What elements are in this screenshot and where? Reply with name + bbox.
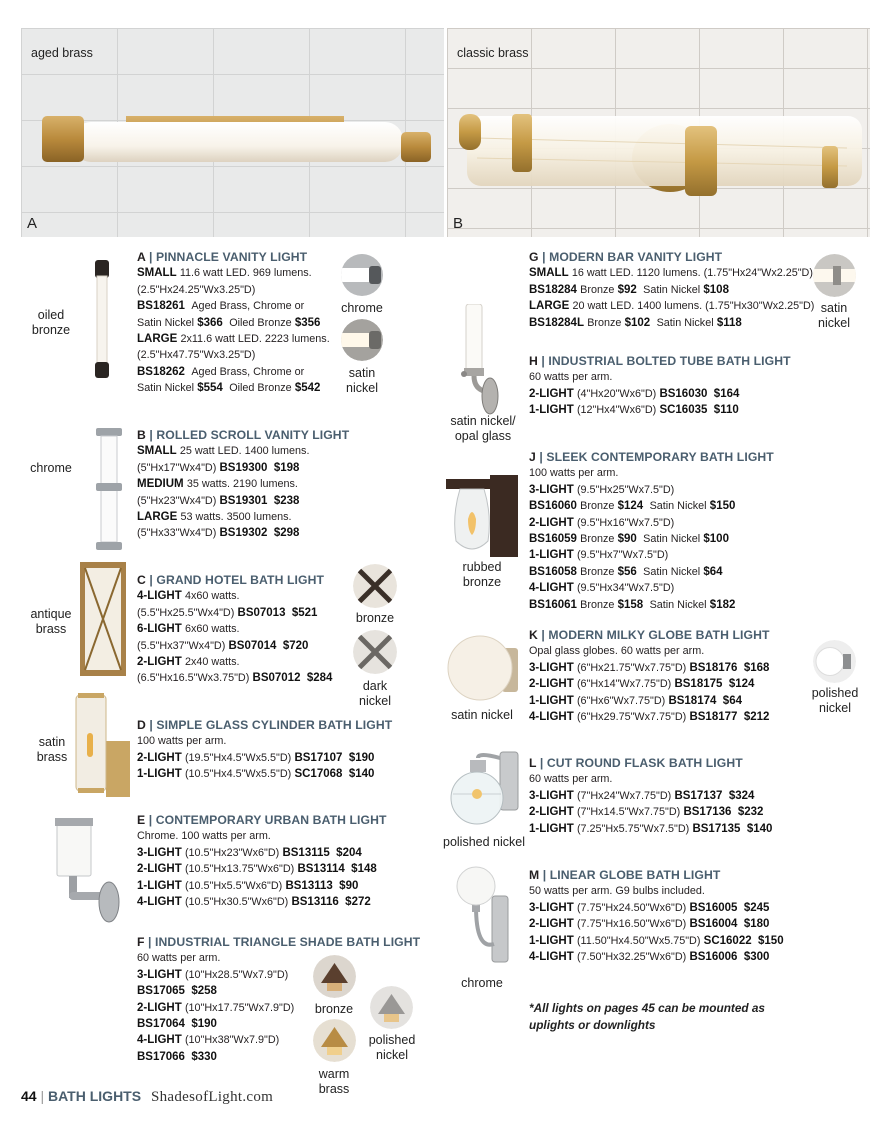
product-b-heading: B | ROLLED SCROLL VANITY LIGHT [137,428,350,442]
caption-chrome-a: chrome [341,301,383,315]
product-a-name: PINNACLE VANITY LIGHT [155,250,308,264]
caption-satin-brass: satin brass [36,735,68,764]
caption-bronze-c: bronze [355,611,395,625]
round-flask-polished-nickel-image [444,748,522,826]
hero-image-a [21,28,444,237]
hero-image-b [447,28,870,237]
bolted-tube-satin-nickel-image [456,304,500,416]
linear-globe-chrome-image [452,866,512,970]
caption-antique-brass: antique brass [30,607,72,636]
product-m-block: M | LINEAR GLOBE BATH LIGHT 50 watts per arm. G9 bulbs included. 3-LIGHT (7.75"Hx24.50"Wx6"D) BS16005 $245 2-LIGHT (7.75"Hx16.50"Wx6"D) BS16004 $180 1-LIGHT (11.50"Hx4.50"Wx5.75"D) SC16022 $150 4-LIGHT (7.50"Hx32.25"Wx6"D) BS16006 $300 [529,868,784,964]
hero-b-finish: classic brass [457,46,529,60]
contemporary-urban-chrome-image [55,818,125,924]
caption-polished-nickel-l: polished nickel [443,835,525,849]
product-k-block: K | MODERN MILKY GLOBE BATH LIGHT Opal glass globes. 60 watts per arm. 3-LIGHT (6"Hx21.75"Wx7.75"D) BS18176 $168 2-LIGHT (6"Hx14"Wx7.75"D) BS18175 $124 1-LIGHT (6"Hx6"Wx7.75"D) BS18174 $64 4-LIGHT (6"Hx29.75"Wx7.75"D) BS18177 $212 [529,628,770,724]
dark-nickel-swatch [353,630,397,674]
product-f-heading: F | INDUSTRIAL TRIANGLE SHADE BATH LIGHT [137,935,421,949]
product-c-heading: C | GRAND HOTEL BATH LIGHT [137,573,325,587]
polished-nickel-swatch-k [813,640,856,683]
bronze-swatch-c [353,564,397,608]
product-d-heading: D | SIMPLE GLASS CYLINDER BATH LIGHT [137,718,393,732]
caption-chrome-m: chrome [461,976,503,990]
sleek-contemporary-rubbed-bronze-image [446,475,520,557]
caption-dark-nickel: dark nickel [359,679,391,708]
product-e-block: E | CONTEMPORARY URBAN BATH LIGHT Chrome. 100 watts per arm. 3-LIGHT (10.5"Hx23"Wx6"D) BS13115 $204 2-LIGHT (10.5"Hx13.75"Wx6"D) BS13114 $148 1-LIGHT (10.5"Hx5.5"Wx6"D) BS13113 $90 4-LIGHT (10.5"Hx30.5"Wx6"D) BS13116 $272 [137,813,387,909]
product-h-heading: H | INDUSTRIAL BOLTED TUBE BATH LIGHT [529,354,791,368]
caption-satin-nickel-k: satin nickel [451,708,513,722]
hero-b-letter: B [453,214,464,232]
caption-oiled-bronze: oiled bronze [31,308,71,337]
product-f-block: F | INDUSTRIAL TRIANGLE SHADE BATH LIGHT 60 watts per arm. 3-LIGHT (10"Hx28.5"Wx7.9"D) BS17065 $258 2-LIGHT (10"Hx17.75"Wx7.9"D) BS17064 $190 4-LIGHT (10"Hx38"Wx7.9"D) BS17066 $330 [137,935,421,1063]
product-h-block: H | INDUSTRIAL BOLTED TUBE BATH LIGHT 60 watts per arm. 2-LIGHT (4"Hx20"Wx6"D) BS16030 $164 1-LIGHT (12"Hx4"Wx6"D) SC16035 $110 [529,354,791,417]
grand-hotel-antique-brass-image [80,562,126,676]
page-number: 44 [21,1088,37,1104]
glass-cylinder-satin-brass-image [72,693,132,801]
pinnacle-oiled-bronze-image [88,260,118,380]
product-d-block: D | SIMPLE GLASS CYLINDER BATH LIGHT 100 watts per arm. 2-LIGHT (19.5"Hx4.5"Wx5.5"D) BS17107 $190 1-LIGHT (10.5"Hx4.5"Wx5.5"D) SC17068 $140 [137,718,393,781]
satin-nickel-swatch-g [813,254,856,297]
section-title: BATH LIGHTS [48,1088,142,1104]
caption-bronze-f: bronze [314,1002,354,1016]
milky-globe-satin-nickel-image [446,634,520,704]
product-c-block: C | GRAND HOTEL BATH LIGHT 4-LIGHT 4x60 watts. (5.5"Hx25.5"Wx4"D) BS07013 $521 6-LIGHT 6x60 watts. (5.5"Hx37"Wx4"D) BS07014 $720 2-LIGHT 2x40 watts. (6.5"Hx16.5"Wx3.75"D) BS07012 $284 [137,573,333,685]
product-j-block: J | SLEEK CONTEMPORARY BATH LIGHT 100 watts per arm. 3-LIGHT (9.5"Hx25"Wx7.5"D) BS16060 Bronze $124 Satin Nickel $150 2-LIGHT (9.5"Hx16"Wx7.5"D) BS16059 Bronze $90 Satin Nickel $100 1-LIGHT (9.5"Hx7"Wx7.5"D) BS16058 Bronze $56 Satin Nickel $64 4-LIGHT (9.5"Hx34"Wx7.5"D) BS16061 Bronze $158 Satin Nickel $182 [529,450,774,611]
mounting-note: *All lights on pages 45 can be mounted as uplights or downlights [529,1001,765,1032]
satin-nickel-swatch [341,319,383,361]
product-e-heading: E | CONTEMPORARY URBAN BATH LIGHT [137,813,387,827]
caption-satin-nickel-a: satin nickel [346,366,378,395]
rolled-scroll-chrome-image [92,428,126,550]
product-g-block: G | MODERN BAR VANITY LIGHT SMALL 16 watt LED. 1120 lumens. (1.75"Hx24"Wx2.25"D) BS18284 Bronze $92 Satin Nickel $108 LARGE 20 watt LED. 1400 lumens. (1.75"Hx30"Wx2.25"D) BS18284L Bronze $102 Satin Nickel $118 [529,250,815,329]
caption-polished-nickel-k: polished nickel [811,686,859,715]
caption-satin-nickel-opal: satin nickel/ opal glass [450,414,516,443]
hero-a-finish: aged brass [31,46,93,60]
site-name[interactable]: ShadesofLight.com [150,1089,274,1105]
product-a-heading: A | PINNACLE VANITY LIGHT [137,250,308,264]
hero-a-letter: A [27,214,38,232]
product-a-block: A | PINNACLE VANITY LIGHT SMALL 11.6 watt LED. 969 lumens. (2.5"Hx24.25"Wx3.25"D) BS18261 Aged Brass, Chrome or Satin Nickel $366 Oiled Bronze $356 LARGE 2x11.6 watt LED. 2223 lumens. (2.5"Hx47.75"Wx3.25"D) BS18262 Aged Brass, Chrome or Satin Nickel $554 Oiled Bronze $542 [137,250,330,395]
product-l-heading: L | CUT ROUND FLASK BATH LIGHT [529,756,743,770]
product-m-heading: M | LINEAR GLOBE BATH LIGHT [529,868,721,882]
product-l-block: L | CUT ROUND FLASK BATH LIGHT 60 watts per arm. 3-LIGHT (7"Hx24"Wx7.75"D) BS17137 $324 2-LIGHT (7"Hx14.5"Wx7.75"D) BS17136 $232 1-LIGHT (7.25"Hx5.75"Wx7.5"D) BS17135 $140 [529,756,773,835]
caption-polished-nickel-f: polished nickel [368,1033,416,1062]
product-g-heading: G | MODERN BAR VANITY LIGHT [529,250,723,264]
caption-chrome-b: chrome [30,461,72,475]
page-footer: 44 | BATH LIGHTS ShadesofLight.com [21,1088,274,1105]
product-b-block: B | ROLLED SCROLL VANITY LIGHT SMALL 25 watt LED. 1400 lumens. (5"Hx17"Wx4"D) BS19300 $198 MEDIUM 35 watts. 2190 lumens. (5"Hx23"Wx4"D) BS19301 $238 LARGE 53 watts. 3500 lumens. (5"Hx33"Wx4"D) BS19302 $298 [137,428,350,540]
caption-warm-brass: warm brass [318,1067,350,1096]
product-j-heading: J | SLEEK CONTEMPORARY BATH LIGHT [529,450,774,464]
product-k-heading: K | MODERN MILKY GLOBE BATH LIGHT [529,628,770,642]
caption-rubbed-bronze: rubbed bronze [462,560,502,589]
caption-satin-nickel-g: satin nickel [818,301,850,330]
chrome-swatch [341,254,383,296]
